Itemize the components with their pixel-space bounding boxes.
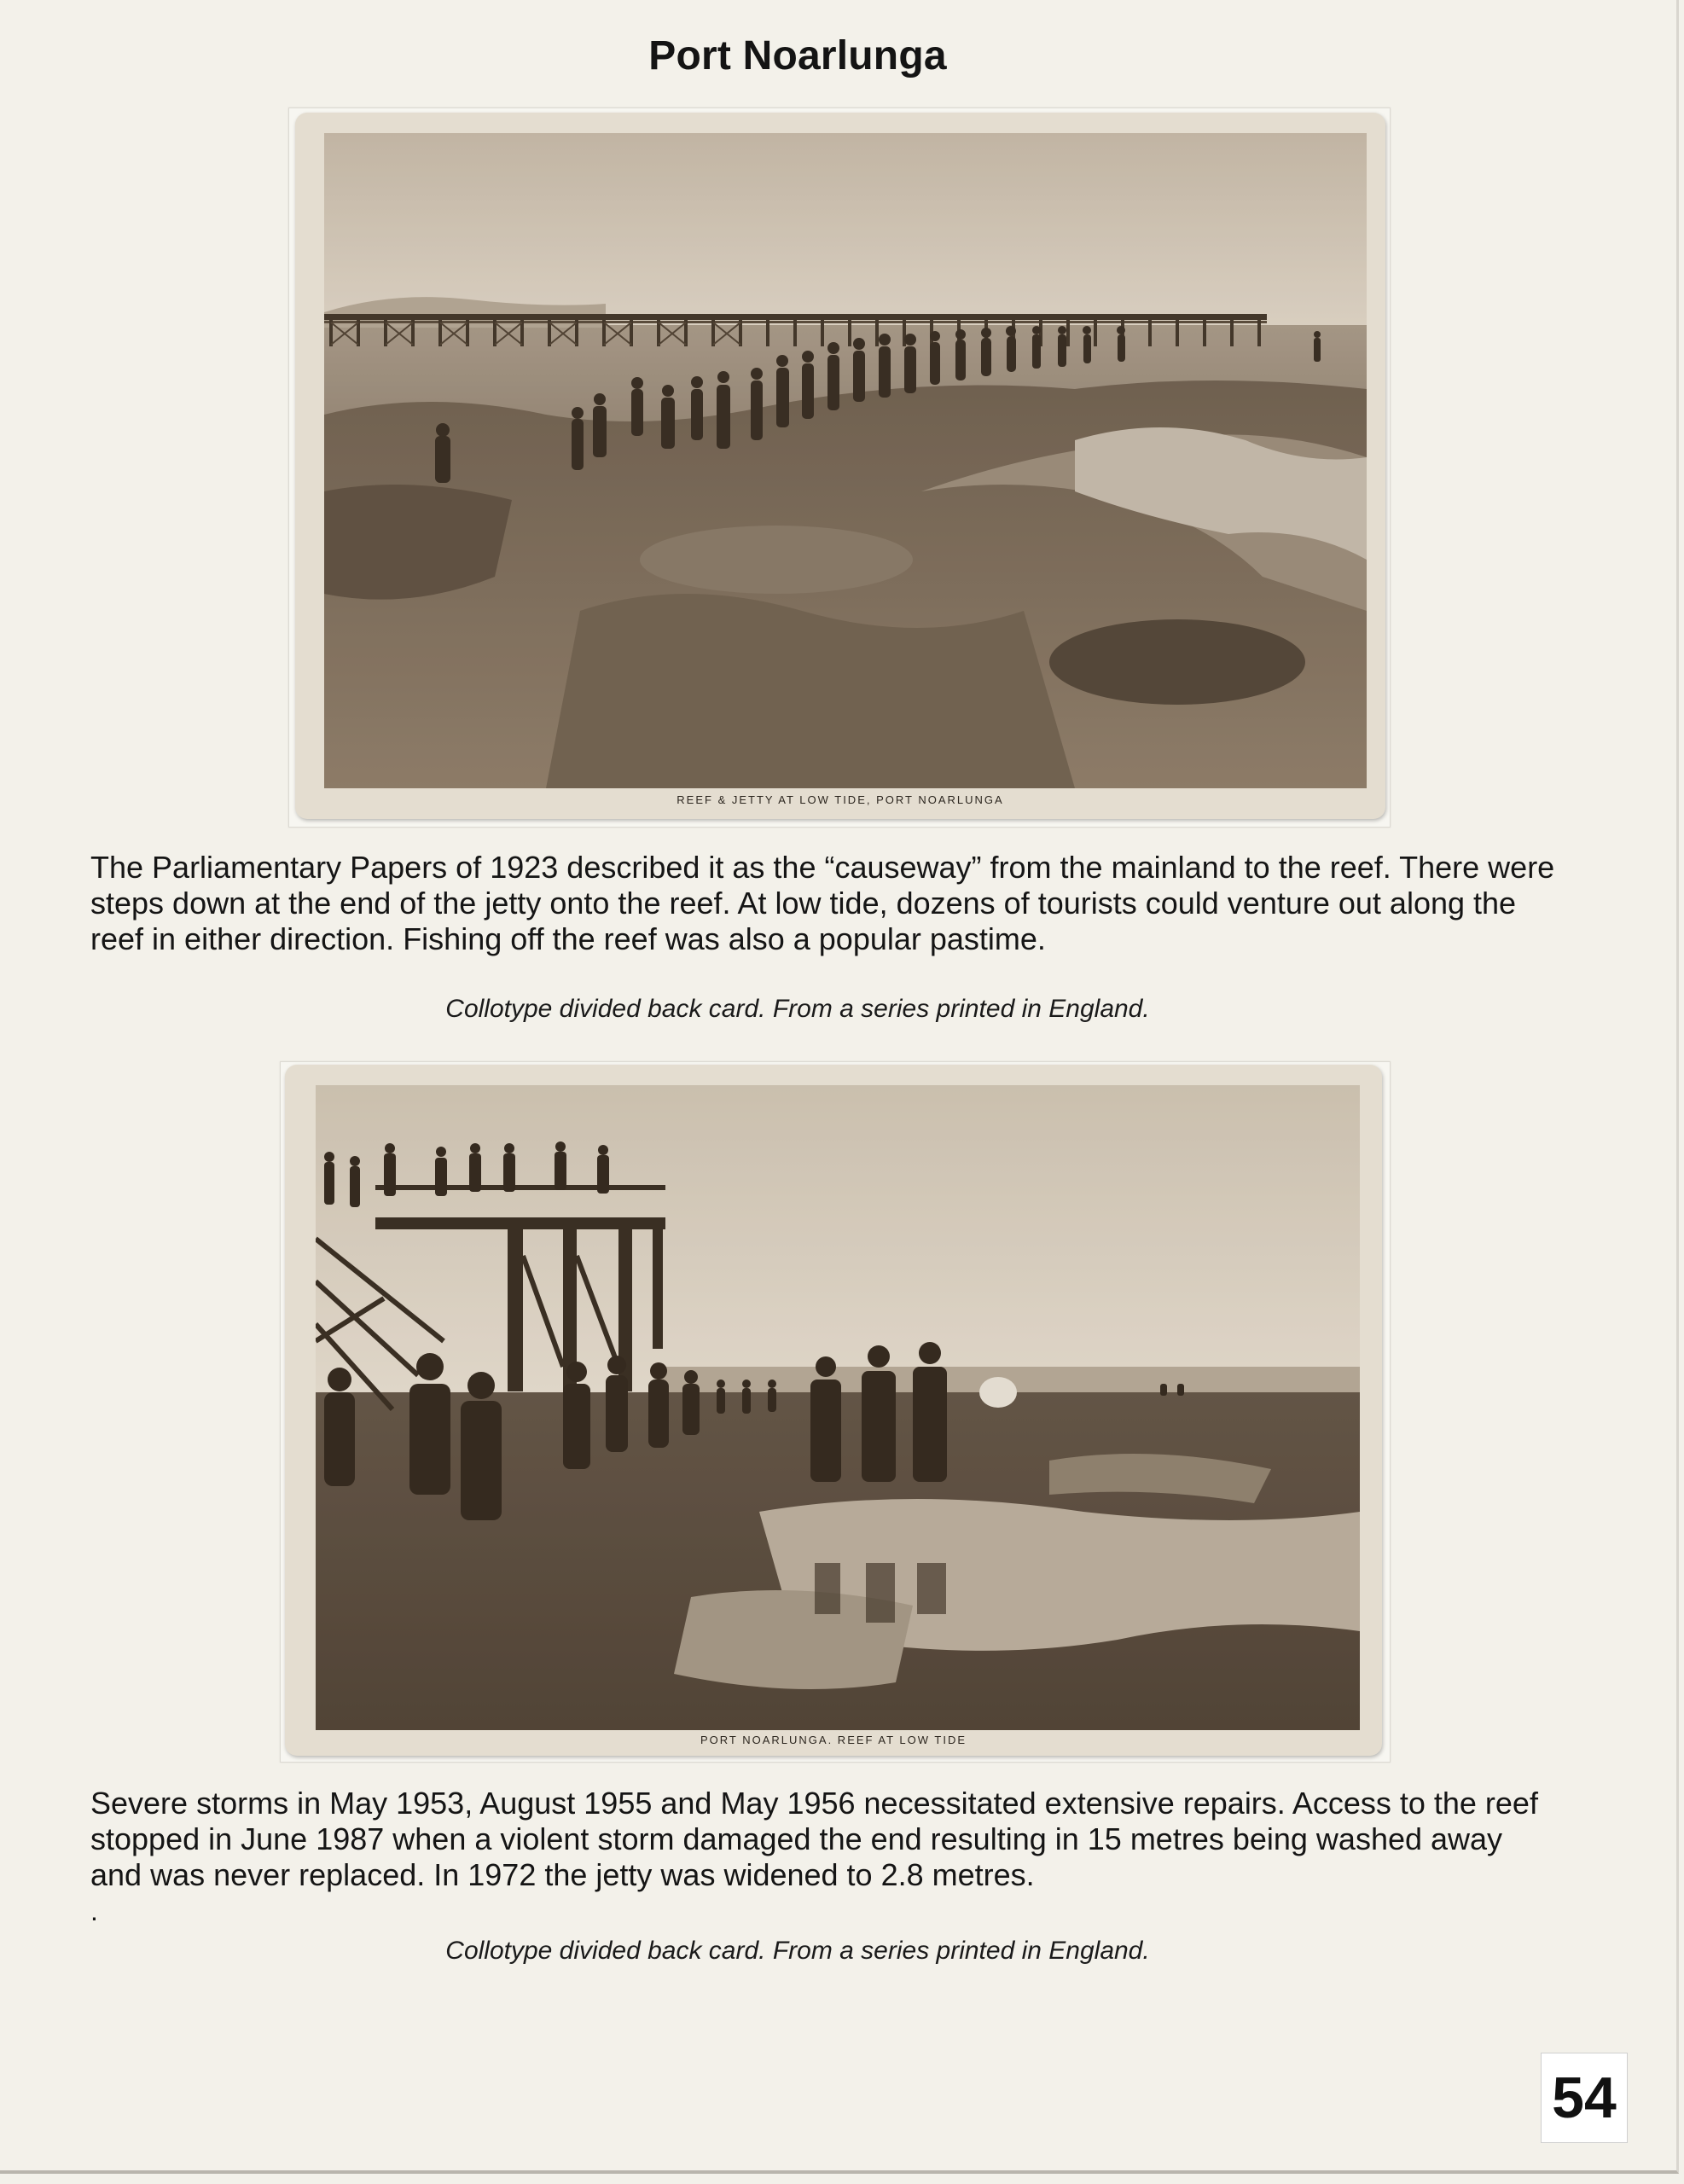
postcard-photo-reef-at-low-tide [316, 1085, 1360, 1730]
page-number: 54 [1541, 2053, 1628, 2143]
postcard-2-note: Collotype divided back card. From a series printed in England. [445, 1937, 1150, 1965]
postcard-1-caption: REEF & JETTY AT LOW TIDE, PORT NOARLUNGA [677, 793, 1004, 806]
trailing-mark: . [90, 1896, 98, 1926]
postcard-photo-reef-and-jetty [324, 133, 1367, 788]
reef-jetty-photo-graphic [324, 133, 1367, 788]
page-title: Port Noarlunga [648, 33, 947, 78]
postcard-1 [295, 113, 1385, 819]
reef-low-tide-photo-graphic [316, 1085, 1360, 1730]
postcard-2-caption: PORT NOARLUNGA. REEF AT LOW TIDE [700, 1734, 967, 1746]
postcard-2 [285, 1065, 1382, 1756]
postcard-2-description: Severe storms in May 1953, August 1955 and May 1956 necessitated extensive repairs. Access to the reef stopped in June 1987 when a violent storm damaged the end resulting in 15 metres being washed away and was never replaced. In 1972 the jetty was widened to 2.8 metres. [90, 1786, 1538, 1892]
postcard-1-note: Collotype divided back card. From a series printed in England. [445, 995, 1150, 1023]
postcard-1-description: The Parliamentary Papers of 1923 described it as the “causeway” from the mainland to the reef. There were steps down at the end of the jetty onto the reef. At low tide, dozens of tourists could venture out along the reef in either direction. Fishing off the reef was also a popular pastime. [90, 850, 1555, 956]
